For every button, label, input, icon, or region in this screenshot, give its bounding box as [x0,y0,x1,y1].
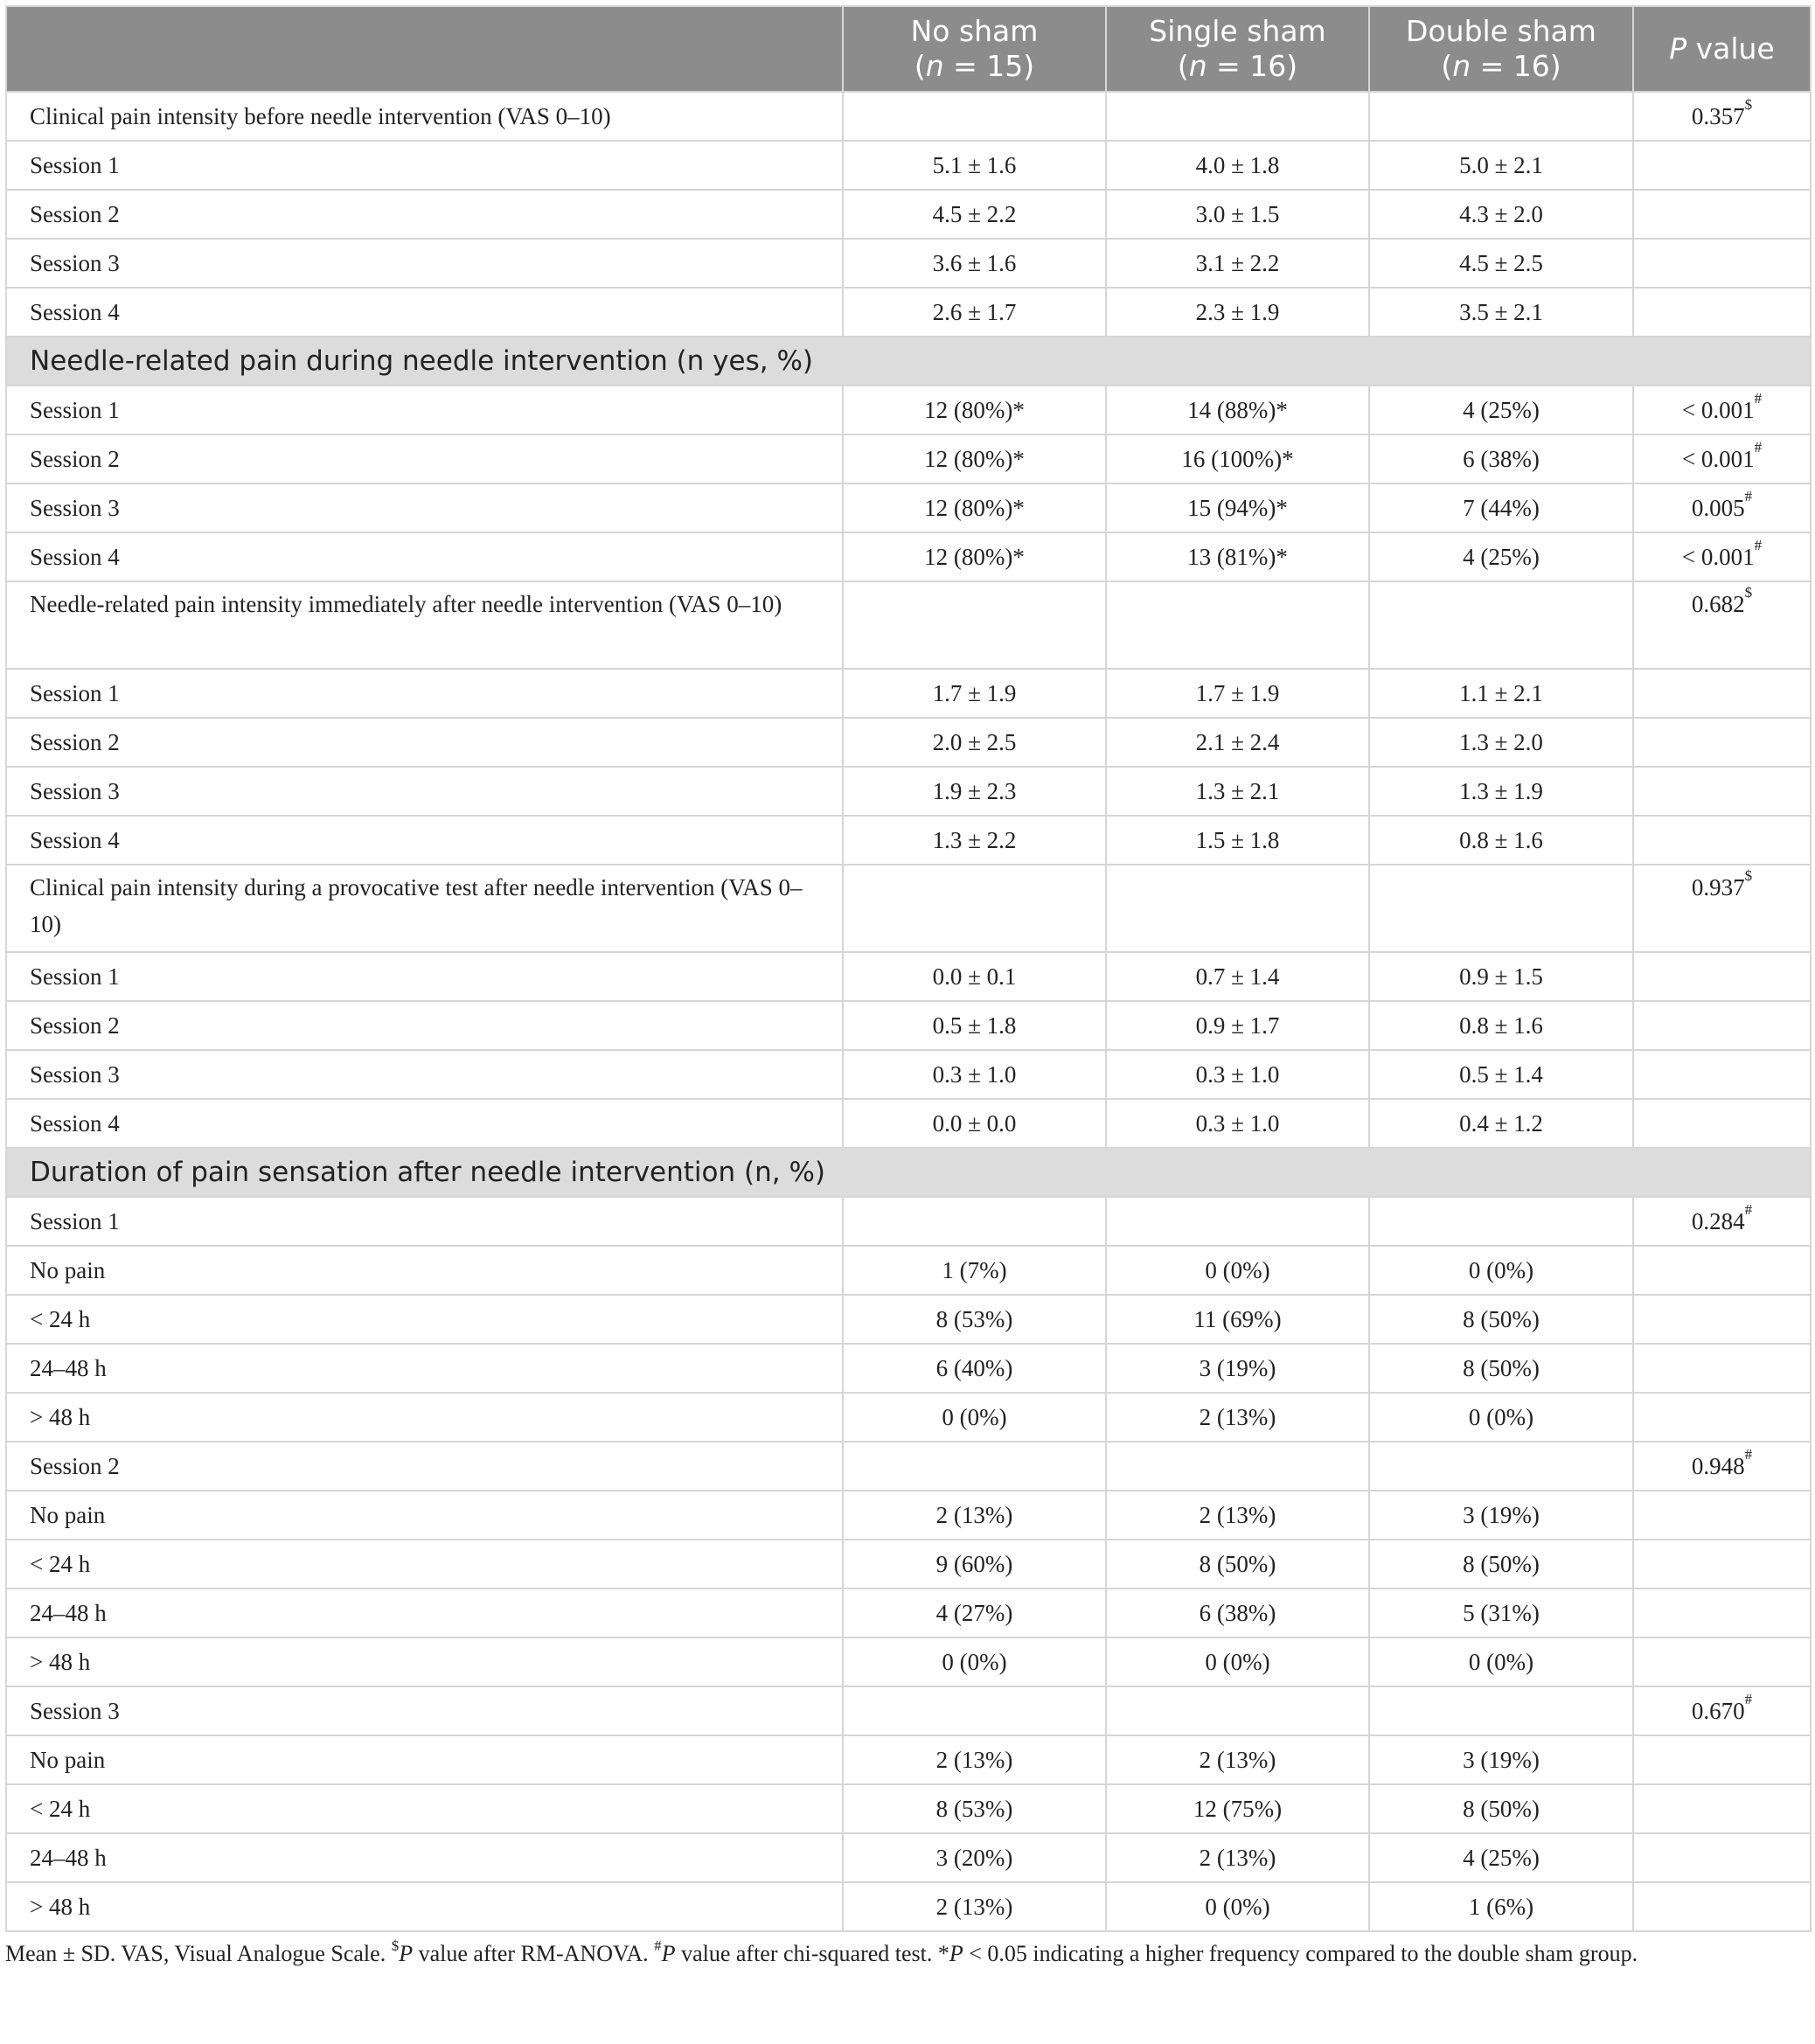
double-sham-cell: 0.5 ± 1.4 [1369,1050,1633,1099]
row-label: Session 3 [6,1686,843,1735]
row-label: Session 3 [6,239,843,288]
p-value-cell [1633,1099,1811,1148]
p-value-cell [1633,239,1811,288]
row-label: Session 2 [6,1442,843,1491]
double-sham-cell [1369,581,1633,669]
p-value-cell [1633,1001,1811,1050]
row-label: > 48 h [6,1393,843,1442]
table-row [6,92,1811,141]
section-title: Duration of pain sensation after needle intervention (n, %) [6,1148,1811,1197]
no-sham-cell: 3 (20%) [843,1833,1106,1882]
double-sham-cell: 1.1 ± 2.1 [1369,669,1633,718]
table-row [6,1589,1811,1637]
no-sham-cell: 5.1 ± 1.6 [843,141,1106,190]
double-sham-cell: 1.3 ± 1.9 [1369,767,1633,816]
p-value-text: < 0.001 [1681,544,1755,570]
single-sham-cell: 14 (88%)* [1106,386,1369,435]
table-row [6,239,1811,288]
p-value-marker: # [1744,1201,1753,1218]
double-sham-cell: 8 (50%) [1369,1784,1633,1833]
p-value-text: < 0.001 [1681,446,1755,472]
p-value-cell [1633,1589,1811,1637]
table-row [6,1686,1811,1735]
header-no-sham [843,6,1106,92]
no-sham-cell: 8 (53%) [843,1784,1106,1833]
single-sham-cell [1106,92,1369,141]
single-sham-cell: 1.5 ± 1.8 [1106,816,1369,865]
section-header-row [6,1148,1811,1197]
header-no-sham-n: (n = 15) [914,49,1035,83]
double-sham-cell: 0 (0%) [1369,1246,1633,1295]
p-value-cell [1633,386,1811,435]
single-sham-cell: 3.0 ± 1.5 [1106,190,1369,239]
p-value-marker: $ [1744,867,1753,884]
single-sham-cell: 0.3 ± 1.0 [1106,1099,1369,1148]
p-value-cell [1633,190,1811,239]
p-value-cell [1633,1344,1811,1393]
header-double-sham [1369,6,1633,92]
p-value-cell [1633,1735,1811,1784]
table-row [6,1099,1811,1148]
p-value-cell [1633,718,1811,767]
no-sham-cell: 0 (0%) [843,1393,1106,1442]
section-title: Needle-related pain during needle intervention (n yes, %) [6,337,1811,386]
double-sham-cell: 8 (50%) [1369,1344,1633,1393]
p-value-cell [1633,532,1811,581]
p-value-cell [1633,952,1811,1001]
double-sham-cell [1369,92,1633,141]
table-row [6,483,1811,532]
row-label: Clinical pain intensity during a provocative test after needle intervention (VAS 0–10) [6,865,843,952]
row-label: > 48 h [6,1637,843,1686]
no-sham-cell: 2.0 ± 2.5 [843,718,1106,767]
no-sham-cell: 12 (80%)* [843,435,1106,483]
no-sham-cell: 9 (60%) [843,1540,1106,1589]
row-label: < 24 h [6,1540,843,1589]
no-sham-cell: 1.9 ± 2.3 [843,767,1106,816]
table-row [6,1882,1811,1931]
double-sham-cell: 4 (25%) [1369,386,1633,435]
table-row [6,1637,1811,1686]
header-empty-cell [6,6,843,92]
double-sham-cell [1369,1686,1633,1735]
single-sham-cell: 0 (0%) [1106,1882,1369,1931]
p-value-cell [1633,816,1811,865]
single-sham-cell: 1.3 ± 2.1 [1106,767,1369,816]
double-sham-cell: 3 (19%) [1369,1735,1633,1784]
row-label: 24–48 h [6,1589,843,1637]
single-sham-cell: 11 (69%) [1106,1295,1369,1344]
table-row [6,1735,1811,1784]
table-header [6,6,1811,92]
header-double-sham-name: Double sham [1406,14,1596,48]
p-value-text: 0.357 [1691,103,1745,129]
row-label: < 24 h [6,1295,843,1344]
p-value-cell [1633,865,1811,952]
single-sham-cell [1106,865,1369,952]
row-label: Session 1 [6,141,843,190]
single-sham-cell: 1.7 ± 1.9 [1106,669,1369,718]
single-sham-cell: 16 (100%)* [1106,435,1369,483]
row-label: Session 1 [6,1197,843,1246]
double-sham-cell [1369,1197,1633,1246]
p-value-cell [1633,1784,1811,1833]
single-sham-cell: 2.1 ± 2.4 [1106,718,1369,767]
p-value-cell [1633,141,1811,190]
no-sham-cell: 2 (13%) [843,1491,1106,1540]
row-label: Session 3 [6,1050,843,1099]
row-label: Clinical pain intensity before needle intervention (VAS 0–10) [6,92,843,141]
table-row [6,1393,1811,1442]
p-value-marker: # [1754,390,1763,407]
p-value-cell [1633,92,1811,141]
double-sham-cell: 0.9 ± 1.5 [1369,952,1633,1001]
no-sham-cell: 0.3 ± 1.0 [843,1050,1106,1099]
no-sham-cell: 8 (53%) [843,1295,1106,1344]
single-sham-cell: 0 (0%) [1106,1637,1369,1686]
no-sham-cell: 2 (13%) [843,1735,1106,1784]
table-row [6,1197,1811,1246]
table-body [6,92,1811,1931]
row-label: Session 4 [6,288,843,337]
single-sham-cell: 0.9 ± 1.7 [1106,1001,1369,1050]
single-sham-cell: 3 (19%) [1106,1344,1369,1393]
row-label: < 24 h [6,1784,843,1833]
single-sham-cell: 2.3 ± 1.9 [1106,288,1369,337]
single-sham-cell [1106,1442,1369,1491]
row-label: Session 2 [6,718,843,767]
row-label: 24–48 h [6,1344,843,1393]
p-value-cell [1633,1540,1811,1589]
table-container [5,5,1810,1969]
p-value-text: 0.948 [1691,1453,1745,1479]
table-row [6,1540,1811,1589]
p-value-cell [1633,1197,1811,1246]
p-value-cell [1633,1833,1811,1882]
single-sham-cell: 13 (81%)* [1106,532,1369,581]
double-sham-cell: 4 (25%) [1369,1833,1633,1882]
no-sham-cell: 0.5 ± 1.8 [843,1001,1106,1050]
table-row [6,1833,1811,1882]
no-sham-cell: 4 (27%) [843,1589,1106,1637]
double-sham-cell: 4.5 ± 2.5 [1369,239,1633,288]
p-value-text: 0.005 [1691,495,1745,521]
table-footnote: Mean ± SD. VAS, Visual Analogue Scale. $P value after RM-ANOVA. #P value after chi-squared test. *P < 0.05 indicating a higher frequency compared to the double sham group. [5,1937,1638,1966]
table-row [6,141,1811,190]
no-sham-cell: 1.7 ± 1.9 [843,669,1106,718]
single-sham-cell: 15 (94%)* [1106,483,1369,532]
no-sham-cell: 6 (40%) [843,1344,1106,1393]
p-value-cell [1633,1882,1811,1931]
header-single-sham-name: Single sham [1149,14,1326,48]
double-sham-cell: 1 (6%) [1369,1882,1633,1931]
table-row [6,1344,1811,1393]
p-value-cell [1633,1686,1811,1735]
table-row [6,1246,1811,1295]
p-value-text: < 0.001 [1681,397,1755,423]
p-value-cell [1633,1491,1811,1540]
p-value-marker: # [1754,439,1763,455]
header-no-sham-name: No sham [910,14,1039,48]
p-value-marker: # [1744,1691,1753,1707]
row-label: Session 4 [6,1099,843,1148]
double-sham-cell: 8 (50%) [1369,1295,1633,1344]
double-sham-cell: 0.8 ± 1.6 [1369,1001,1633,1050]
no-sham-cell [843,1686,1106,1735]
row-label: Session 1 [6,386,843,435]
double-sham-cell: 0.4 ± 1.2 [1369,1099,1633,1148]
no-sham-cell: 3.6 ± 1.6 [843,239,1106,288]
no-sham-cell: 4.5 ± 2.2 [843,190,1106,239]
single-sham-cell: 8 (50%) [1106,1540,1369,1589]
no-sham-cell [843,92,1106,141]
double-sham-cell: 5 (31%) [1369,1589,1633,1637]
no-sham-cell: 12 (80%)* [843,532,1106,581]
single-sham-cell: 0.7 ± 1.4 [1106,952,1369,1001]
table-row [6,816,1811,865]
single-sham-cell [1106,581,1369,669]
double-sham-cell: 3 (19%) [1369,1491,1633,1540]
table-row [6,581,1811,669]
header-single-sham-n: (n = 16) [1177,49,1298,83]
table-row [6,718,1811,767]
p-value-marker: # [1744,488,1753,504]
double-sham-cell: 5.0 ± 2.1 [1369,141,1633,190]
no-sham-cell [843,1197,1106,1246]
no-sham-cell: 2.6 ± 1.7 [843,288,1106,337]
row-label: Session 2 [6,190,843,239]
double-sham-cell [1369,865,1633,952]
table-row [6,952,1811,1001]
p-value-cell [1633,767,1811,816]
p-value-cell [1633,1246,1811,1295]
double-sham-cell: 4.3 ± 2.0 [1369,190,1633,239]
p-value-text: 0.682 [1691,591,1745,617]
table-row [6,1295,1811,1344]
double-sham-cell: 0 (0%) [1369,1393,1633,1442]
row-label: Session 3 [6,483,843,532]
table-row [6,669,1811,718]
table-row [6,288,1811,337]
row-label: Session 2 [6,435,843,483]
single-sham-cell: 2 (13%) [1106,1393,1369,1442]
no-sham-cell: 2 (13%) [843,1882,1106,1931]
no-sham-cell: 0.0 ± 0.1 [843,952,1106,1001]
header-single-sham [1106,6,1369,92]
table-row [6,865,1811,952]
no-sham-cell [843,1442,1106,1491]
p-value-marker: # [1754,537,1763,553]
no-sham-cell [843,865,1106,952]
single-sham-cell: 2 (13%) [1106,1491,1369,1540]
single-sham-cell: 0 (0%) [1106,1246,1369,1295]
p-value-cell [1633,1050,1811,1099]
single-sham-cell: 3.1 ± 2.2 [1106,239,1369,288]
table-row [6,532,1811,581]
double-sham-cell [1369,1442,1633,1491]
p-value-text: 0.937 [1691,874,1745,900]
header-double-sham-n: (n = 16) [1441,49,1561,83]
single-sham-cell: 2 (13%) [1106,1735,1369,1784]
double-sham-cell: 4 (25%) [1369,532,1633,581]
p-value-cell [1633,581,1811,669]
double-sham-cell: 7 (44%) [1369,483,1633,532]
row-label: No pain [6,1491,843,1540]
p-value-cell [1633,288,1811,337]
row-label: Session 2 [6,1001,843,1050]
single-sham-cell [1106,1197,1369,1246]
table-row [6,386,1811,435]
single-sham-cell: 0.3 ± 1.0 [1106,1050,1369,1099]
table-row [6,1784,1811,1833]
p-value-text: 0.670 [1691,1698,1745,1724]
table-row [6,190,1811,239]
row-label: 24–48 h [6,1833,843,1882]
row-label: > 48 h [6,1882,843,1931]
double-sham-cell: 0 (0%) [1369,1637,1633,1686]
p-value-cell [1633,1442,1811,1491]
p-value-cell [1633,1393,1811,1442]
table-row [6,1491,1811,1540]
table-row [6,767,1811,816]
single-sham-cell: 2 (13%) [1106,1833,1369,1882]
double-sham-cell: 3.5 ± 2.1 [1369,288,1633,337]
row-label: No pain [6,1246,843,1295]
double-sham-cell: 6 (38%) [1369,435,1633,483]
no-sham-cell: 0 (0%) [843,1637,1106,1686]
p-value-text: 0.284 [1691,1208,1745,1234]
table-row [6,1001,1811,1050]
single-sham-cell [1106,1686,1369,1735]
header-p-value: P value [1633,6,1811,92]
row-label: Needle-related pain intensity immediately after needle intervention (VAS 0–10) [6,581,843,669]
row-label: Session 1 [6,669,843,718]
table-row [6,1050,1811,1099]
row-label: Session 4 [6,816,843,865]
section-header-row [6,337,1811,386]
double-sham-cell: 8 (50%) [1369,1540,1633,1589]
double-sham-cell: 1.3 ± 2.0 [1369,718,1633,767]
p-value-cell [1633,669,1811,718]
results-table [5,5,1812,1932]
p-value-cell [1633,1295,1811,1344]
no-sham-cell: 1.3 ± 2.2 [843,816,1106,865]
single-sham-cell: 4.0 ± 1.8 [1106,141,1369,190]
no-sham-cell: 12 (80%)* [843,483,1106,532]
no-sham-cell [843,581,1106,669]
row-label: Session 1 [6,952,843,1001]
single-sham-cell: 12 (75%) [1106,1784,1369,1833]
single-sham-cell: 6 (38%) [1106,1589,1369,1637]
p-value-cell [1633,1637,1811,1686]
double-sham-cell: 0.8 ± 1.6 [1369,816,1633,865]
p-value-cell [1633,483,1811,532]
no-sham-cell: 1 (7%) [843,1246,1106,1295]
row-label: Session 3 [6,767,843,816]
row-label: Session 4 [6,532,843,581]
no-sham-cell: 12 (80%)* [843,386,1106,435]
p-value-marker: $ [1744,584,1753,601]
no-sham-cell: 0.0 ± 0.0 [843,1099,1106,1148]
table-row [6,1442,1811,1491]
table-row [6,435,1811,483]
p-value-marker: $ [1744,96,1753,113]
row-label: No pain [6,1735,843,1784]
p-value-cell [1633,435,1811,483]
p-value-marker: # [1744,1446,1753,1463]
